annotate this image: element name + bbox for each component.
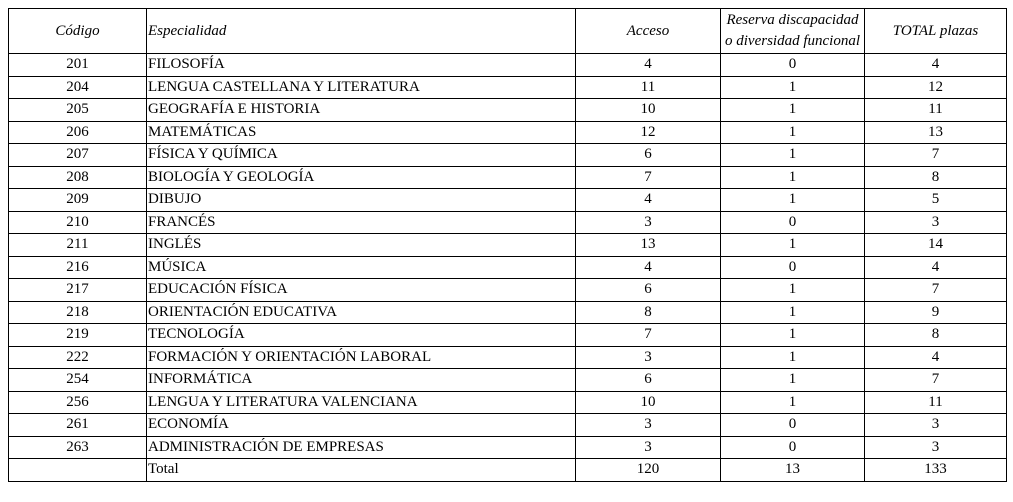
cell-especialidad: FORMACIÓN Y ORIENTACIÓN LABORAL [147,346,576,369]
table-row [9,189,1007,212]
cell-especialidad: MÚSICA [147,256,576,279]
cell-reserva: 1 [721,301,865,324]
cell-total: 11 [865,99,1007,122]
cell-acceso: 4 [576,256,721,279]
cell-codigo: 205 [9,99,147,122]
cell-total: 14 [865,234,1007,257]
cell-especialidad: FRANCÉS [147,211,576,234]
table-row [9,369,1007,392]
cell-especialidad: ECONOMÍA [147,414,576,437]
cell-total: 3 [865,436,1007,459]
cell-acceso: 8 [576,301,721,324]
table-row [9,76,1007,99]
cell-reserva: 1 [721,324,865,347]
header-codigo: Código [9,9,147,54]
table-row [9,166,1007,189]
cell-codigo: 222 [9,346,147,369]
cell-reserva: 1 [721,369,865,392]
total-codigo-cell [9,459,147,482]
cell-acceso: 3 [576,346,721,369]
table-row [9,256,1007,279]
table-row [9,391,1007,414]
cell-total: 7 [865,369,1007,392]
table-row [9,54,1007,77]
cell-acceso: 12 [576,121,721,144]
cell-codigo: 254 [9,369,147,392]
cell-reserva: 1 [721,144,865,167]
cell-reserva: 0 [721,436,865,459]
table-row [9,279,1007,302]
table-body [9,54,1007,459]
cell-codigo: 204 [9,76,147,99]
cell-especialidad: BIOLOGÍA Y GEOLOGÍA [147,166,576,189]
cell-especialidad: LENGUA Y LITERATURA VALENCIANA [147,391,576,414]
cell-reserva: 1 [721,121,865,144]
cell-reserva: 0 [721,414,865,437]
total-label: Total [147,459,576,482]
cell-codigo: 263 [9,436,147,459]
cell-codigo: 208 [9,166,147,189]
cell-codigo: 216 [9,256,147,279]
total-acceso: 120 [576,459,721,482]
cell-reserva: 0 [721,256,865,279]
cell-especialidad: INFORMÁTICA [147,369,576,392]
cell-especialidad: LENGUA CASTELLANA Y LITERATURA [147,76,576,99]
table-row [9,99,1007,122]
cell-reserva: 1 [721,189,865,212]
cell-acceso: 6 [576,279,721,302]
cell-codigo: 219 [9,324,147,347]
cell-acceso: 3 [576,414,721,437]
cell-acceso: 4 [576,54,721,77]
cell-especialidad: MATEMÁTICAS [147,121,576,144]
total-plazas: 133 [865,459,1007,482]
table-row [9,301,1007,324]
cell-total: 4 [865,346,1007,369]
table-row [9,414,1007,437]
header-acceso: Acceso [576,9,721,54]
plazas-table [8,8,1007,482]
cell-total: 12 [865,76,1007,99]
header-row [9,9,1007,54]
cell-total: 7 [865,279,1007,302]
table-row [9,346,1007,369]
cell-reserva: 0 [721,54,865,77]
cell-total: 8 [865,166,1007,189]
cell-especialidad: GEOGRAFÍA E HISTORIA [147,99,576,122]
cell-acceso: 4 [576,189,721,212]
cell-acceso: 11 [576,76,721,99]
cell-total: 3 [865,211,1007,234]
cell-acceso: 7 [576,166,721,189]
cell-especialidad: INGLÉS [147,234,576,257]
cell-especialidad: TECNOLOGÍA [147,324,576,347]
cell-codigo: 207 [9,144,147,167]
cell-codigo: 201 [9,54,147,77]
cell-codigo: 211 [9,234,147,257]
cell-especialidad: ADMINISTRACIÓN DE EMPRESAS [147,436,576,459]
cell-acceso: 6 [576,369,721,392]
cell-codigo: 209 [9,189,147,212]
table-row [9,144,1007,167]
table-row [9,436,1007,459]
cell-codigo: 206 [9,121,147,144]
total-reserva: 13 [721,459,865,482]
cell-total: 3 [865,414,1007,437]
cell-total: 9 [865,301,1007,324]
header-especialidad: Especialidad [147,9,576,54]
cell-acceso: 13 [576,234,721,257]
cell-reserva: 1 [721,166,865,189]
cell-especialidad: DIBUJO [147,189,576,212]
table-row [9,211,1007,234]
cell-codigo: 261 [9,414,147,437]
cell-acceso: 10 [576,99,721,122]
cell-reserva: 0 [721,211,865,234]
cell-total: 5 [865,189,1007,212]
cell-codigo: 217 [9,279,147,302]
header-total: TOTAL plazas [865,9,1007,54]
cell-total: 11 [865,391,1007,414]
cell-total: 4 [865,256,1007,279]
cell-acceso: 3 [576,211,721,234]
cell-acceso: 7 [576,324,721,347]
cell-reserva: 1 [721,99,865,122]
cell-acceso: 3 [576,436,721,459]
table-row [9,121,1007,144]
cell-acceso: 6 [576,144,721,167]
table-row [9,234,1007,257]
cell-codigo: 210 [9,211,147,234]
cell-acceso: 10 [576,391,721,414]
table-footer [9,459,1007,482]
total-row [9,459,1007,482]
cell-reserva: 1 [721,391,865,414]
header-reserva: Reserva discapacidad o diversidad funcional [721,9,865,54]
cell-reserva: 1 [721,234,865,257]
cell-total: 7 [865,144,1007,167]
cell-especialidad: FÍSICA Y QUÍMICA [147,144,576,167]
cell-especialidad: EDUCACIÓN FÍSICA [147,279,576,302]
cell-codigo: 256 [9,391,147,414]
cell-total: 4 [865,54,1007,77]
cell-reserva: 1 [721,76,865,99]
table-header [9,9,1007,54]
cell-especialidad: ORIENTACIÓN EDUCATIVA [147,301,576,324]
cell-codigo: 218 [9,301,147,324]
cell-especialidad: FILOSOFÍA [147,54,576,77]
table-row [9,324,1007,347]
cell-total: 13 [865,121,1007,144]
cell-total: 8 [865,324,1007,347]
cell-reserva: 1 [721,346,865,369]
cell-reserva: 1 [721,279,865,302]
